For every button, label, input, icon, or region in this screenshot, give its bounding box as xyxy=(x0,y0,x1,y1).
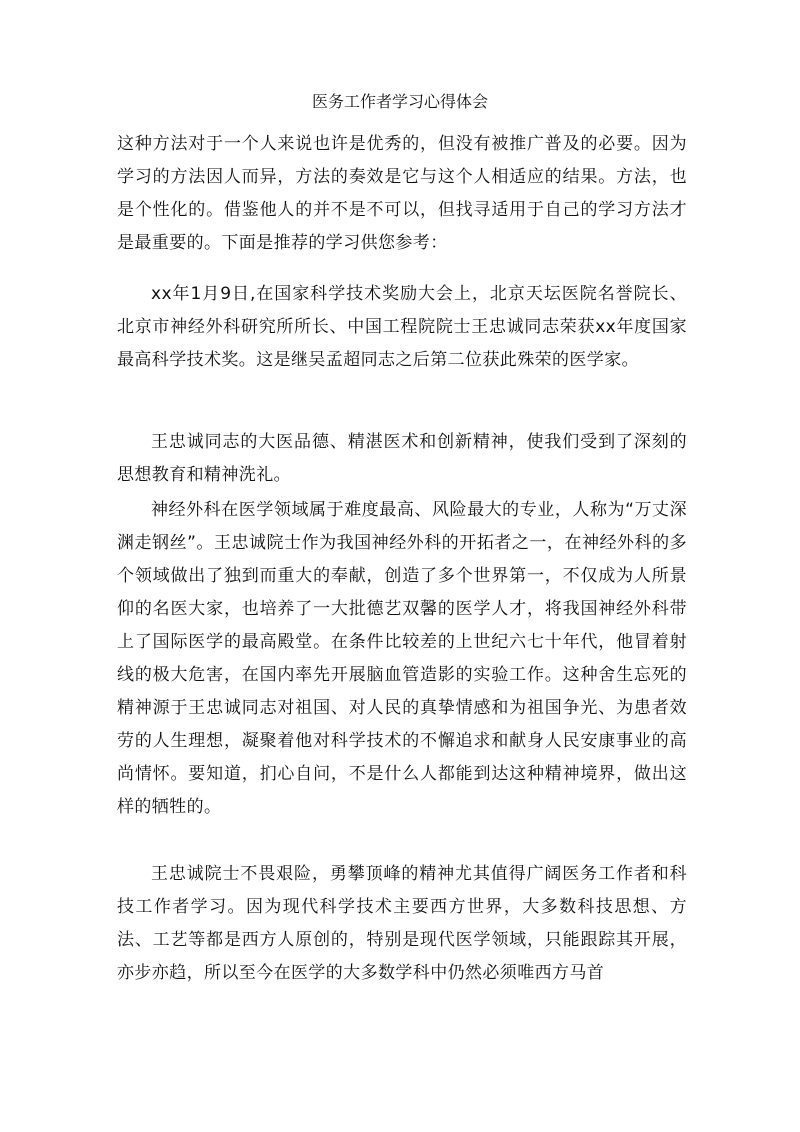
paragraph-4: 神经外科在医学领域属于难度最高、风险最大的专业，人称为“万丈深渊走钢丝”。王忠诚院士作为我国神经外科的开拓者之一，在神经外科的多个领域做出了独到而重大的奉献，创造了多个世界第一，不仅成为人所景仰的名医大家，也培养了一大批德艺双馨的医学人才，将我国神经外科带上了国际医学的最高殿堂。在条件比较差的上世纪六七十年代，他冒着射线的极大危害，在国内率先开展脑血管造影的实验工作。这种舍生忘死的精神源于王忠诚同志对祖国、对人民的真挚情感和为祖国争光、为患者效劳的人生理想，凝聚着他对科学技术的不懈追求和献身人民安康事业的高尚情怀。要知道，扪心自问，不是什么人都能到达这种精神境界，做出这样的牺牲的。 xyxy=(117,500,687,817)
paragraph-3: 王忠诚同志的大医品德、精湛医术和创新精神，使我们受到了深刻的思想教育和精神洗礼。 xyxy=(117,432,687,485)
paragraph-2: xx年1月9日,在国家科学技术奖励大会上，北京天坛医院名誉院长、北京市神经外科研究所所长、中国工程院院士王忠诚同志荣获xx年度国家最高科学技术奖。这是继吴孟超同志之后第二位获此殊荣的医学家。 xyxy=(117,284,687,370)
document-title: 医务工作者学习心得体会 xyxy=(311,92,488,111)
paragraph-5: 王忠诚院士不畏艰险，勇攀顶峰的精神尤其值得广阔医务工作者和科技工作者学习。因为现代科学技术主要西方世界，大多数科技思想、方法、工艺等都是西方人原创的，特别是现代医学领域，只能跟踪其开展，亦步亦趋，所以至今在医学的大多数学科中仍然必须唯西方马首 xyxy=(117,864,687,983)
paragraph-1: 这种方法对于一个人来说也许是优秀的，但没有被推广普及的必要。因为学习的方法因人而异，方法的奏效是它与这个人相适应的结果。方法，也是个性化的。借鉴他人的并不是不可以，但找寻适用于自己的学习方法才是最重要的。下面是推荐的学习供您参考： xyxy=(117,134,687,253)
